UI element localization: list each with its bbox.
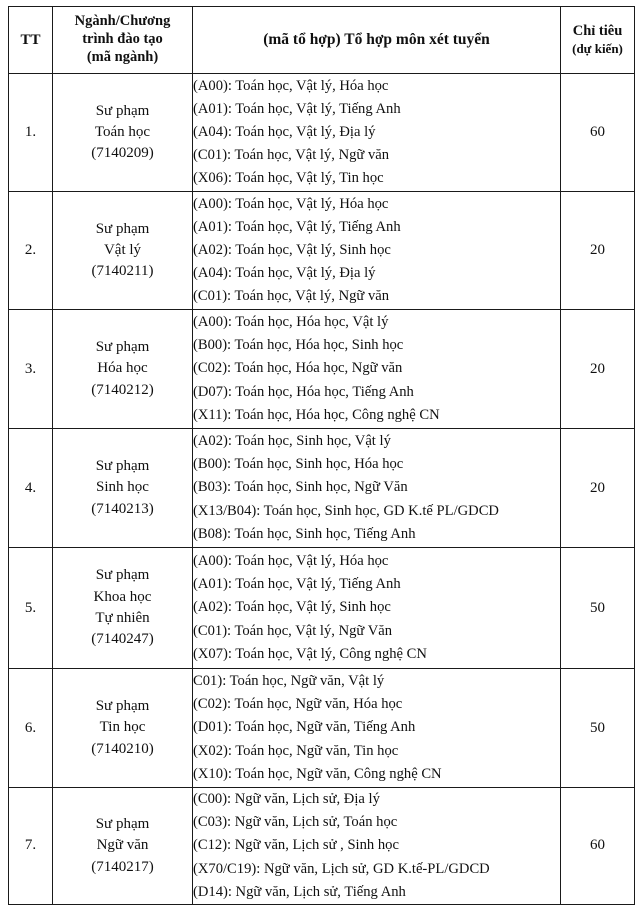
cell-subject-combinations	[193, 192, 561, 310]
program-program-line2: Vật lý	[103, 241, 142, 258]
combination-item: (B00): Toán học, Hóa học, Sinh học	[193, 337, 404, 354]
column-header-program-line3: (mã ngành)	[86, 48, 159, 65]
program-program-line1: Sư phạm	[95, 816, 150, 833]
cell-subject-combinations	[193, 310, 561, 429]
cell-program	[53, 74, 193, 192]
combination-list	[193, 75, 560, 191]
combination-item: (C01): Toán học, Vật lý, Ngữ văn	[193, 147, 390, 164]
combination-item: (A00): Toán học, Vật lý, Hóa học	[193, 195, 389, 212]
combination-item: (A02): Toán học, Sinh học, Vật lý	[193, 433, 391, 450]
column-header-tt	[9, 7, 53, 74]
combination-list	[193, 788, 560, 904]
column-header-program-line2: trình đào tạo	[82, 31, 163, 48]
program-program-line2: Hóa học	[97, 360, 148, 377]
program-program-code: (7140213)	[91, 500, 154, 517]
combination-list	[193, 193, 560, 309]
combination-item: (X10): Toán học, Ngữ văn, Công nghệ CN	[193, 765, 442, 782]
combination-item: (D07): Toán học, Hóa học, Tiếng Anh	[193, 383, 414, 400]
combination-list	[193, 430, 560, 546]
cell-quota: 50	[561, 669, 635, 788]
cell-tt: 6.	[9, 669, 53, 788]
combination-item: (A02): Toán học, Vật lý, Sinh học	[193, 599, 391, 616]
program-program-code: (7140247)	[91, 631, 154, 648]
table-header	[9, 7, 635, 74]
combination-item: (C03): Ngữ văn, Lịch sử, Toán học	[193, 814, 398, 831]
combination-item: (A04): Toán học, Vật lý, Địa lý	[193, 123, 376, 140]
cell-tt: 7.	[9, 788, 53, 905]
cell-tt: 2.	[9, 192, 53, 310]
cell-quota: 20	[561, 429, 635, 548]
combination-item: (B08): Toán học, Sinh học, Tiếng Anh	[193, 525, 416, 542]
combination-item: (B00): Toán học, Sinh học, Hóa học	[193, 456, 404, 473]
table-row	[9, 429, 635, 548]
cell-subject-combinations	[193, 74, 561, 192]
combination-item: (A00): Toán học, Vật lý, Hóa học	[193, 553, 389, 570]
combination-item: (A01): Toán học, Vật lý, Tiếng Anh	[193, 100, 401, 117]
column-header-tt-label: TT	[20, 31, 41, 48]
combination-item: (A00): Toán học, Vật lý, Hóa học	[193, 77, 389, 94]
header-row	[9, 7, 635, 74]
combination-item: (B03): Toán học, Sinh học, Ngữ Văn	[193, 479, 408, 496]
combination-item: (C01): Toán học, Vật lý, Ngữ văn	[193, 288, 390, 305]
combination-item: (C01): Toán học, Vật lý, Ngữ Văn	[193, 622, 393, 639]
column-header-program	[53, 7, 193, 74]
column-header-combination	[193, 7, 561, 74]
combination-item: (D14): Ngữ văn, Lịch sử, Tiếng Anh	[193, 883, 406, 900]
program-program-code: (7140209)	[91, 145, 154, 162]
combination-item: (A00): Toán học, Hóa học, Vật lý	[193, 314, 389, 331]
combination-list	[193, 550, 560, 666]
combination-item: (X70/C19): Ngữ văn, Lịch sử, GD K.tế-PL/GDCD	[193, 860, 490, 877]
program-program-line1: Sư phạm	[95, 220, 150, 237]
program-program-code: (7140217)	[91, 858, 154, 875]
program-program-line2: Tin học	[99, 719, 146, 736]
combination-item: (C12): Ngữ văn, Lịch sử , Sinh học	[193, 837, 399, 854]
combination-item: C01): Toán học, Ngữ văn, Vật lý	[193, 673, 385, 690]
column-header-quota-line2: (dự kiến)	[572, 40, 623, 56]
cell-quota: 20	[561, 192, 635, 310]
cell-quota: 60	[561, 74, 635, 192]
cell-program	[53, 669, 193, 788]
cell-quota: 20	[561, 310, 635, 429]
table-row	[9, 788, 635, 905]
cell-subject-combinations	[193, 669, 561, 788]
table-row	[9, 669, 635, 788]
combination-item: (C00): Ngữ văn, Lịch sử, Địa lý	[193, 791, 380, 807]
table-row	[9, 310, 635, 429]
program-program-code: (7140210)	[91, 740, 154, 757]
cell-subject-combinations	[193, 429, 561, 548]
program-program-code: (7140212)	[91, 381, 154, 398]
program-program-line2: Sinh học	[96, 479, 149, 496]
program-program-line1: Sư phạm	[95, 567, 150, 584]
cell-quota: 50	[561, 548, 635, 669]
combination-item: (A01): Toán học, Vật lý, Tiếng Anh	[193, 218, 401, 235]
column-header-quota-line1: Chỉ tiêu	[572, 22, 623, 39]
combination-item: (X02): Toán học, Ngữ văn, Tin học	[193, 742, 399, 759]
cell-program	[53, 192, 193, 310]
admissions-quota-table	[8, 6, 635, 905]
combination-item: (C02): Toán học, Ngữ văn, Hóa học	[193, 696, 403, 713]
cell-tt: 4.	[9, 429, 53, 548]
cell-tt: 1.	[9, 74, 53, 192]
cell-tt: 5.	[9, 548, 53, 669]
combination-list	[193, 670, 560, 786]
column-header-quota	[561, 7, 635, 74]
program-program-code: (7140211)	[91, 263, 154, 280]
program-program-line1: Sư phạm	[95, 698, 150, 715]
combination-item: (X07): Toán học, Vật lý, Công nghệ CN	[193, 645, 427, 662]
program-program-line2: Ngữ văn	[96, 837, 149, 854]
column-header-combination-label: (mã tổ hợp) Tổ hợp môn xét tuyển	[263, 31, 490, 49]
cell-tt: 3.	[9, 310, 53, 429]
cell-subject-combinations	[193, 548, 561, 669]
table-row	[9, 192, 635, 310]
column-header-program-line1: Ngành/Chương	[74, 13, 171, 30]
program-program-line2: Khoa học	[93, 588, 152, 605]
table-row	[9, 548, 635, 669]
table-body	[9, 74, 635, 905]
program-program-line3: Tự nhiên	[95, 610, 150, 626]
cell-subject-combinations	[193, 788, 561, 905]
combination-item: (A04): Toán học, Vật lý, Địa lý	[193, 265, 376, 282]
program-program-line2: Toán học	[94, 123, 151, 140]
combination-item: (X11): Toán học, Hóa học, Công nghệ CN	[193, 406, 440, 423]
combination-item: (A02): Toán học, Vật lý, Sinh học	[193, 241, 391, 258]
combination-item: (X13/B04): Toán học, Sinh học, GD K.tế PL/GDCD	[193, 502, 499, 519]
combination-item: (A01): Toán học, Vật lý, Tiếng Anh	[193, 576, 401, 593]
combination-item: (D01): Toán học, Ngữ văn, Tiếng Anh	[193, 719, 416, 736]
cell-quota: 60	[561, 788, 635, 905]
program-program-line1: Sư phạm	[95, 339, 150, 356]
cell-program	[53, 310, 193, 429]
cell-program	[53, 548, 193, 669]
table-row	[9, 74, 635, 192]
combination-list	[193, 311, 560, 427]
combination-item: (X06): Toán học, Vật lý, Tin học	[193, 170, 384, 187]
program-program-line1: Sư phạm	[95, 458, 150, 475]
program-program-line1: Sư phạm	[95, 102, 150, 119]
cell-program	[53, 429, 193, 548]
cell-program	[53, 788, 193, 905]
combination-item: (C02): Toán học, Hóa học, Ngữ văn	[193, 360, 403, 377]
